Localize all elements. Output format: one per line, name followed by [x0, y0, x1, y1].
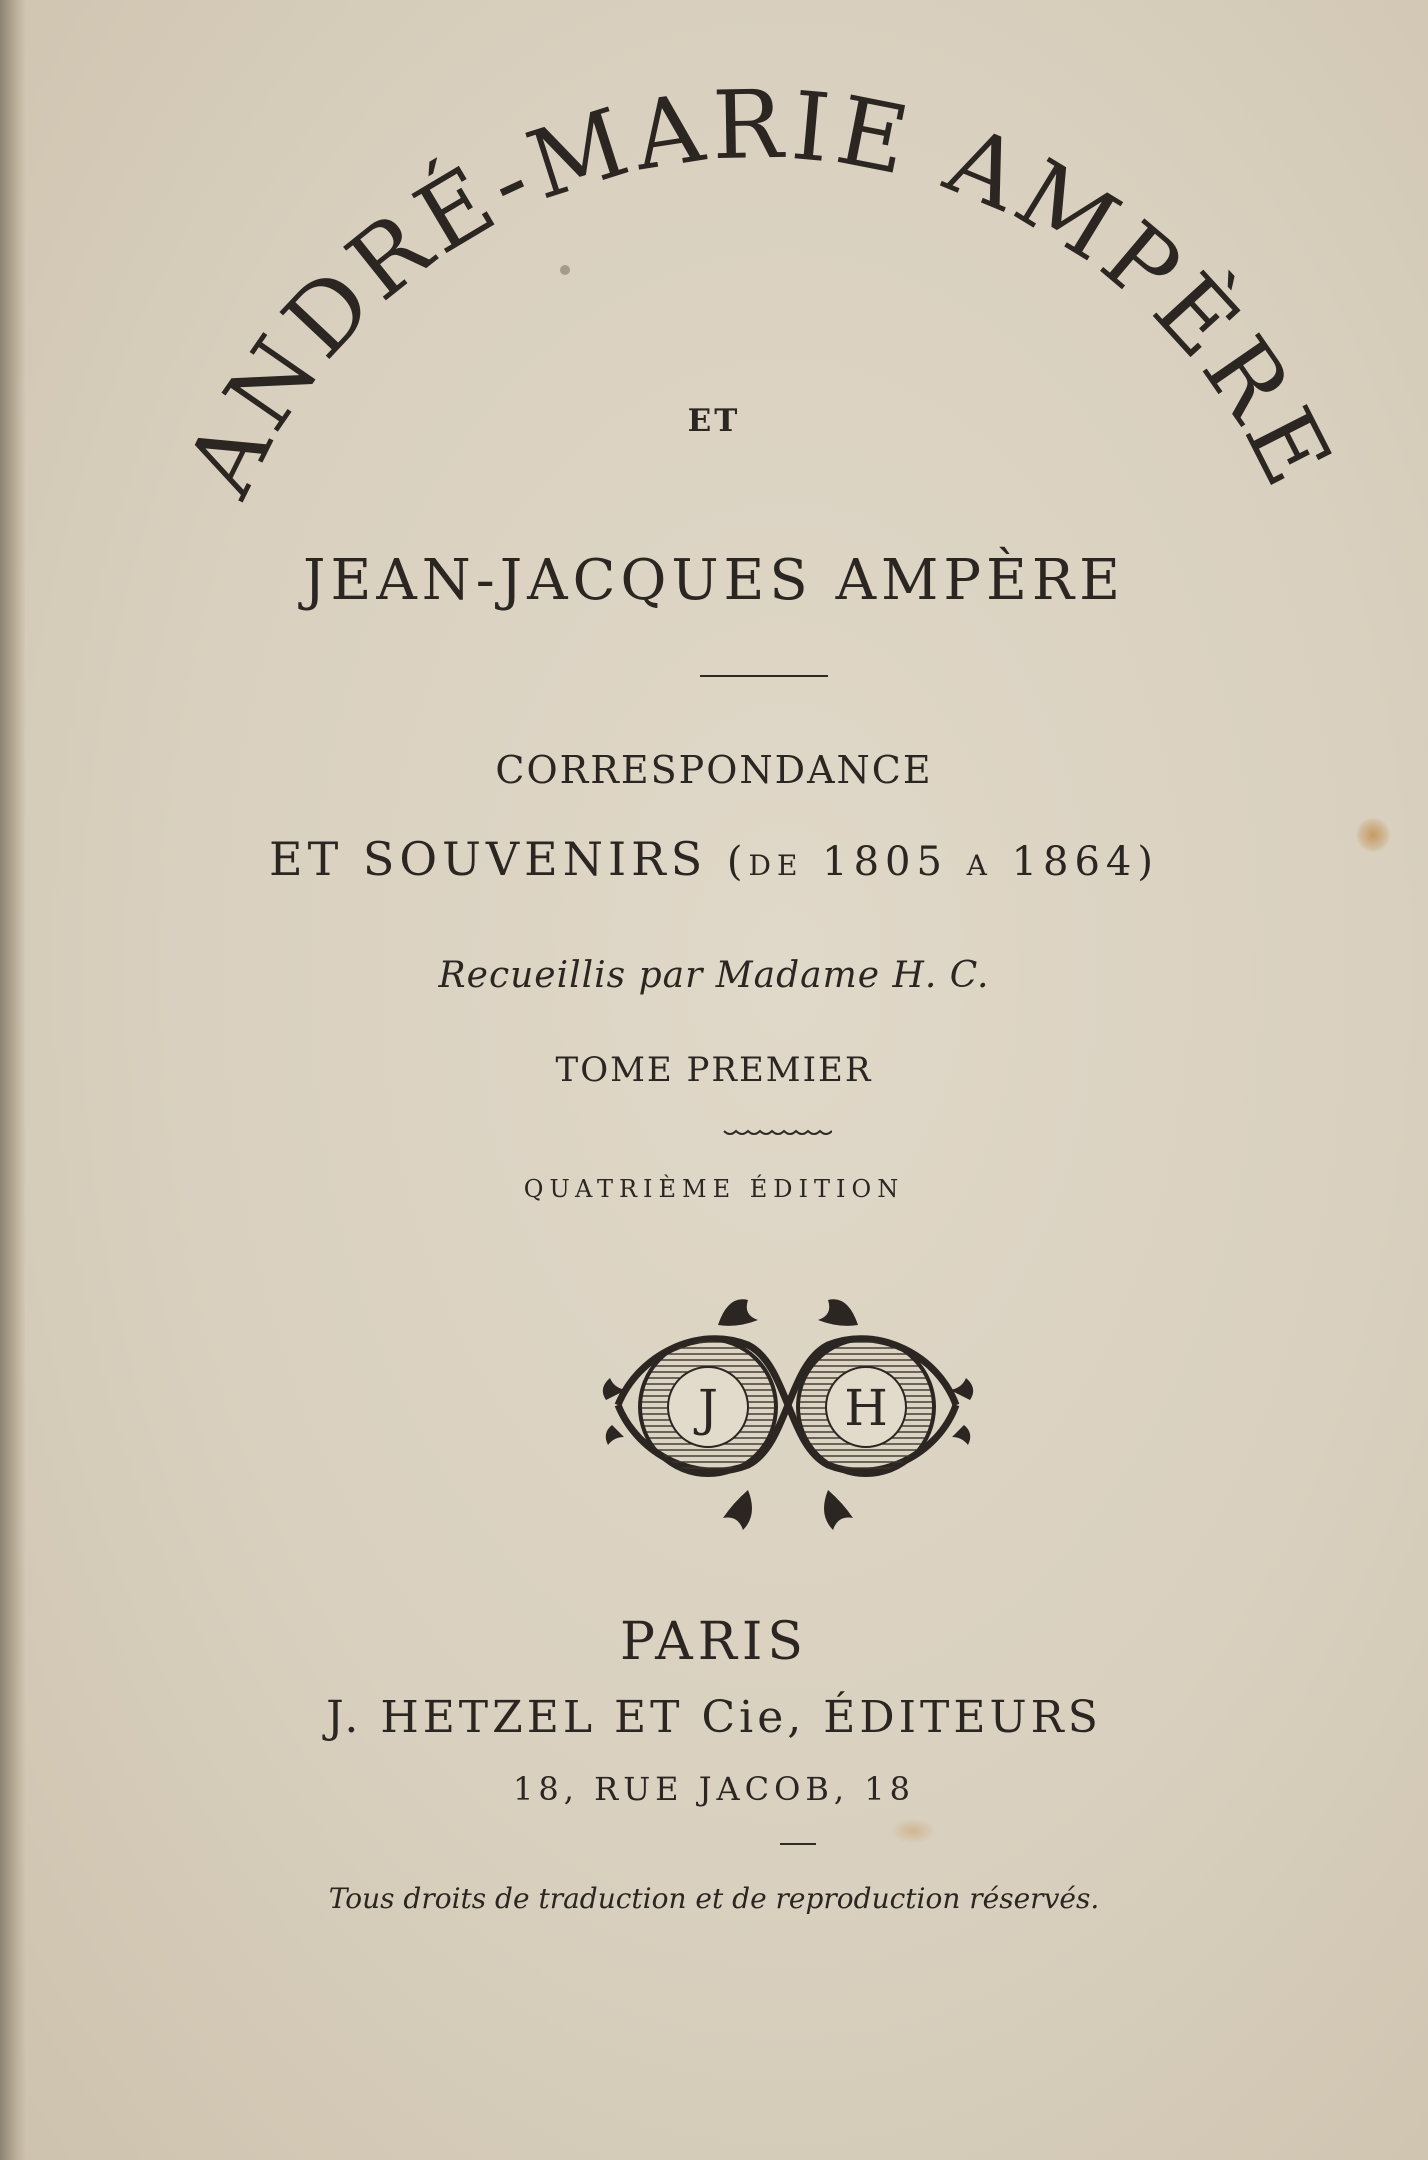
subtitle-line1: CORRESPONDANCE — [495, 748, 933, 792]
arched-title — [0, 0, 1428, 520]
imprint-divider — [780, 1843, 816, 1845]
collected-by: Recueillis par Madame H. C. — [438, 955, 990, 996]
volume-label: TOME PREMIER — [555, 1050, 873, 1090]
imprint-city: PARIS — [619, 1612, 809, 1672]
imprint-address: 18, RUE JACOB, 18 — [513, 1770, 915, 1808]
publisher-emblem — [598, 1285, 978, 1535]
emblem-letter-h: H — [844, 1379, 888, 1437]
arched-title-text — [165, 71, 1354, 513]
second-name: JEAN-JACQUES AMPÈRE — [303, 548, 1125, 613]
rights-notice: Tous droits de traduction et de reproduction réservés. — [328, 1882, 1100, 1915]
edition-label: QUATRIÈME ÉDITION — [523, 1175, 905, 1203]
emblem-letter-j: J — [697, 1379, 719, 1437]
title-divider — [700, 675, 828, 677]
subtitle-line2 — [0, 832, 1428, 886]
subtitle-dates: (de 1805 a 1864) — [726, 839, 1159, 885]
arched-title-path: ANDRÉ-MARIE AMPÈRE — [165, 70, 1354, 513]
paper-stain — [890, 1818, 936, 1844]
subtitle-line2-main: ET SOUVENIRS — [269, 832, 708, 886]
imprint-publisher: J. HETZEL ET Cie, ÉDITEURS — [326, 1692, 1102, 1743]
wavy-ornament — [722, 1125, 832, 1139]
title-conjunction: ET — [687, 403, 741, 439]
